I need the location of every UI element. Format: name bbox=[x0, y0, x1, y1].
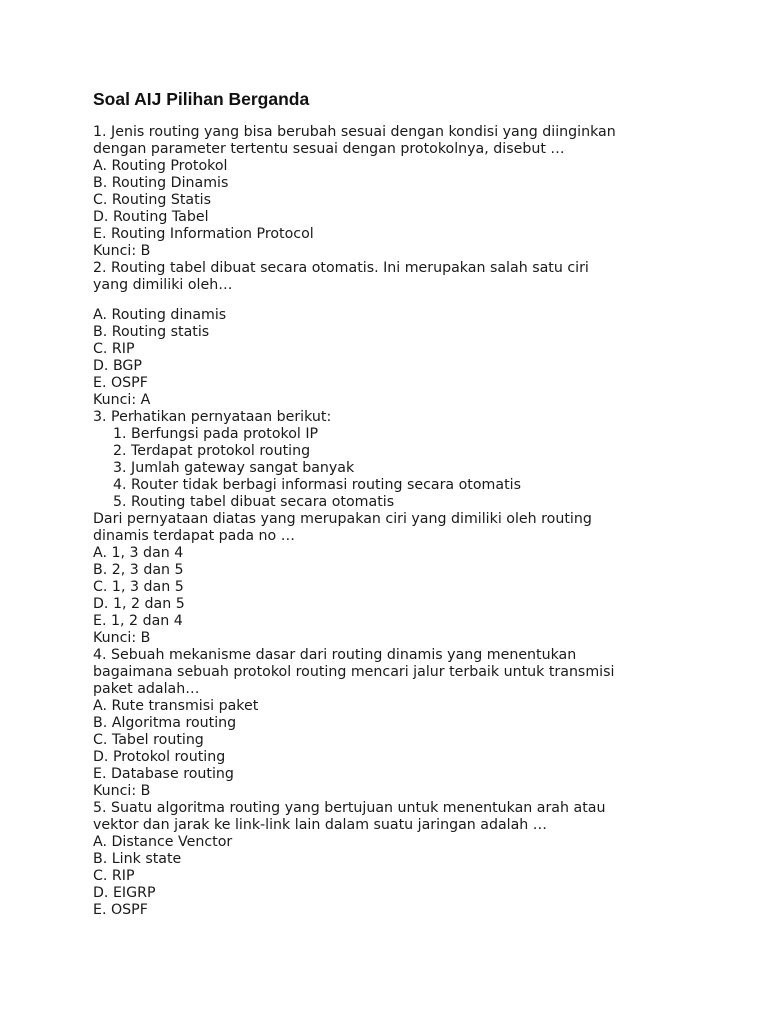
question-4-option-e: E. Database routing bbox=[93, 766, 234, 782]
question-1-option-a: A. Routing Protokol bbox=[93, 158, 228, 174]
question-5-option-d: D. EIGRP bbox=[93, 885, 156, 901]
question-4 bbox=[93, 647, 723, 800]
question-3-statement-1: 1. Berfungsi pada protokol IP bbox=[113, 426, 319, 442]
question-5 bbox=[93, 800, 723, 919]
question-5-option-e: E. OSPF bbox=[93, 902, 148, 918]
question-3-intro: 3. Perhatikan pernyataan berikut: bbox=[93, 409, 332, 425]
question-5-option-b: B. Link state bbox=[93, 851, 182, 867]
question-4-stem-line-3: paket adalah… bbox=[93, 681, 200, 697]
question-3-stem-line-2: dinamis terdapat pada no … bbox=[93, 528, 295, 544]
question-2-option-d: D. BGP bbox=[93, 358, 142, 374]
question-4-option-c: C. Tabel routing bbox=[93, 732, 204, 748]
question-1 bbox=[93, 124, 723, 260]
question-3-statement-2: 2. Terdapat protokol routing bbox=[113, 443, 311, 459]
question-2-option-b: B. Routing statis bbox=[93, 324, 210, 340]
question-2-option-e: E. OSPF bbox=[93, 375, 148, 391]
question-2-answer-key: Kunci: A bbox=[93, 392, 151, 408]
question-3-statement-4: 4. Router tidak berbagi informasi routing secara otomatis bbox=[113, 477, 521, 493]
question-1-option-b: B. Routing Dinamis bbox=[93, 175, 229, 191]
question-2-stem-line-2: yang dimiliki oleh… bbox=[93, 277, 233, 293]
question-2 bbox=[93, 260, 723, 409]
question-2-stem-line-1: 2. Routing tabel dibuat secara otomatis. Ini merupakan salah satu ciri bbox=[93, 260, 589, 276]
question-5-option-c: C. RIP bbox=[93, 868, 135, 884]
question-5-option-a: A. Distance Venctor bbox=[93, 834, 233, 850]
question-4-option-d: D. Protokol routing bbox=[93, 749, 226, 765]
question-1-option-c: C. Routing Statis bbox=[93, 192, 211, 208]
document-title: Soal AIJ Pilihan Berganda bbox=[93, 89, 310, 109]
question-3-option-c: C. 1, 3 dan 5 bbox=[93, 579, 184, 595]
question-4-option-a: A. Rute transmisi paket bbox=[93, 698, 259, 714]
question-4-stem-line-2: bagaimana sebuah protokol routing mencari jalur terbaik untuk transmisi bbox=[93, 664, 615, 680]
question-1-stem-line-2: dengan parameter tertentu sesuai dengan protokolnya, disebut … bbox=[93, 141, 565, 157]
question-1-option-d: D. Routing Tabel bbox=[93, 209, 209, 225]
question-1-stem-line-1: 1. Jenis routing yang bisa berubah sesuai dengan kondisi yang diinginkan bbox=[93, 124, 616, 140]
question-3-option-d: D. 1, 2 dan 5 bbox=[93, 596, 185, 612]
document-page bbox=[93, 88, 723, 919]
question-3-stem-line-1: Dari pernyataan diatas yang merupakan ciri yang dimiliki oleh routing bbox=[93, 511, 592, 527]
question-1-option-e: E. Routing Information Protocol bbox=[93, 226, 314, 242]
question-5-stem-line-2: vektor dan jarak ke link-link lain dalam suatu jaringan adalah … bbox=[93, 817, 547, 833]
question-3-statement-3: 3. Jumlah gateway sangat banyak bbox=[113, 460, 355, 476]
question-4-answer-key: Kunci: B bbox=[93, 783, 151, 799]
document-body bbox=[93, 124, 723, 919]
question-4-option-b: B. Algoritma routing bbox=[93, 715, 237, 731]
question-3-statement-5: 5. Routing tabel dibuat secara otomatis bbox=[113, 494, 395, 510]
paragraph-gap bbox=[93, 294, 723, 307]
question-2-option-a: A. Routing dinamis bbox=[93, 307, 227, 323]
question-3 bbox=[93, 409, 723, 647]
question-3-option-a: A. 1, 3 dan 4 bbox=[93, 545, 184, 561]
question-3-answer-key: Kunci: B bbox=[93, 630, 151, 646]
question-4-stem-line-1: 4. Sebuah mekanisme dasar dari routing dinamis yang menentukan bbox=[93, 647, 577, 663]
question-1-answer-key: Kunci: B bbox=[93, 243, 151, 259]
question-2-option-c: C. RIP bbox=[93, 341, 135, 357]
question-3-option-b: B. 2, 3 dan 5 bbox=[93, 562, 184, 578]
question-3-option-e: E. 1, 2 dan 4 bbox=[93, 613, 183, 629]
question-5-stem-line-1: 5. Suatu algoritma routing yang bertujuan untuk menentukan arah atau bbox=[93, 800, 606, 816]
